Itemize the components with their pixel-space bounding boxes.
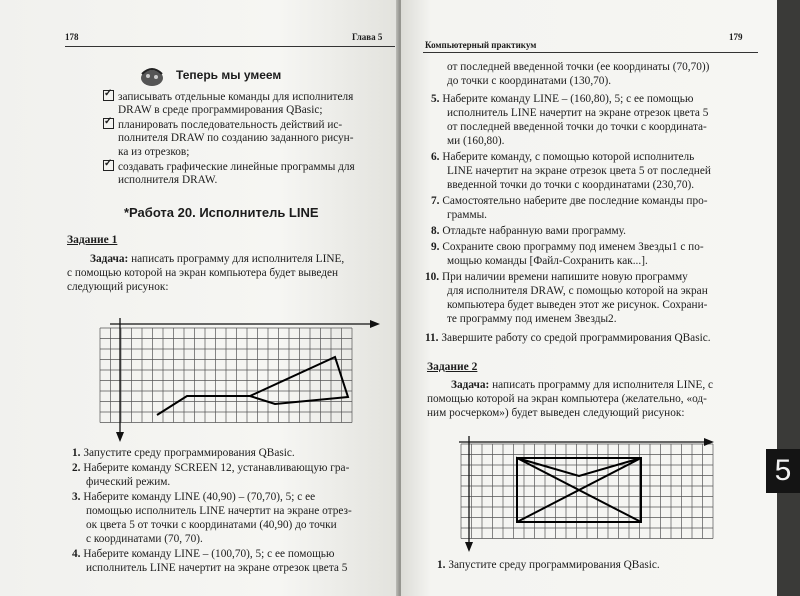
task1-text-cont: следующий рисунок: bbox=[67, 281, 169, 293]
task2-text-cont: ним росчерком») будет выведен следующий рисунок: bbox=[427, 407, 685, 419]
step-item: 1. Запустите среду программирования QBasic. bbox=[72, 447, 295, 459]
header-rule bbox=[65, 46, 395, 47]
step-item-cont: мощью команды [Файл-Сохранить как...]. bbox=[447, 255, 648, 267]
y-axis-arrow bbox=[465, 542, 473, 552]
step-item: 6. Наберите команду, с помощью которой исполнитель bbox=[431, 151, 695, 163]
computer-mouse-icon bbox=[138, 64, 166, 88]
step-item-cont: ок цвета 5 от точки с координатами (40,90) до точки bbox=[86, 519, 337, 531]
header-rule bbox=[423, 52, 758, 53]
chapter-header: Глава 5 bbox=[352, 32, 383, 42]
page-number-left: 178 bbox=[65, 32, 79, 42]
task1-text: Задача: написать программу для исполнителя LINE, bbox=[90, 253, 345, 265]
skill-item: ✓создавать графические линейные программы для bbox=[103, 159, 355, 174]
we-can-now-heading: Теперь мы умеем bbox=[176, 68, 282, 82]
skill-item: ✓записывать отдельные команды для исполнителя bbox=[103, 89, 353, 104]
step-item-cont: исполнитель LINE начертит на экране отрезок цвета 5 bbox=[447, 107, 709, 119]
step-item: 9. Сохраните свою программу под именем Звезды1 с по- bbox=[431, 241, 704, 253]
step-item: 3. Наберите команду LINE (40,90) – (70,70), 5; с ее bbox=[72, 491, 316, 503]
step-item: 8. Отладьте набранную вами программу. bbox=[431, 225, 626, 237]
chapter-tab: 5 bbox=[766, 449, 800, 493]
step-item: 7. Самостоятельно наберите две последние команды про- bbox=[431, 195, 708, 207]
step-item: 11. Завершите работу со средой программирования QBasic. bbox=[425, 332, 711, 344]
step-cont: до точки с координатами (130,70). bbox=[447, 75, 612, 87]
skill-item-cont: ка из отрезков; bbox=[118, 146, 190, 158]
step-item-cont: те программу под именем Звезды2. bbox=[447, 313, 617, 325]
task2-text-cont: помощью которой на экран компьютера (желательно, «од- bbox=[427, 393, 707, 405]
step-cont: от последней введенной точки (ее координаты (70,70)) bbox=[447, 61, 710, 73]
step-item-cont: фический режим. bbox=[86, 476, 171, 488]
step-item: 2. Наберите команду SCREEN 12, устанавливающую гра- bbox=[72, 462, 350, 474]
x-axis-arrow bbox=[370, 320, 380, 328]
step-item-cont: исполнитель LINE начертит на экране отрезок цвета 5 bbox=[86, 562, 348, 574]
right-page bbox=[401, 0, 777, 596]
task2-figure-grid bbox=[441, 426, 741, 556]
figure-star-line bbox=[157, 357, 348, 415]
page-number-right: 179 bbox=[729, 32, 743, 42]
book-edge bbox=[777, 0, 800, 596]
checkbox-icon bbox=[103, 160, 114, 171]
step-item: 4. Наберите команду LINE – (100,70), 5; с ее помощью bbox=[72, 548, 335, 560]
skill-item-cont: исполнителя DRAW. bbox=[118, 174, 218, 186]
checkbox-icon bbox=[103, 90, 114, 101]
task2-title: Задание 2 bbox=[427, 361, 478, 373]
task1-figure-grid bbox=[60, 312, 390, 442]
skill-item-cont: полнителя DRAW по созданию заданного рисун- bbox=[118, 132, 354, 144]
skill-item: ✓планировать последовательность действий ис- bbox=[103, 117, 342, 132]
step-item-cont: от последней введенной точки до точки с координата- bbox=[447, 121, 707, 133]
step-item: 1. Запустите среду программирования QBasic. bbox=[437, 559, 660, 571]
step-item-cont: компьютера будет выведен этот же рисунок. Сохрани- bbox=[447, 299, 708, 311]
step-item: 10. При наличии времени напишите новую программу bbox=[425, 271, 688, 283]
figure-envelope-line bbox=[517, 458, 641, 522]
left-page bbox=[0, 0, 399, 596]
work-title: *Работа 20. Исполнитель LINE bbox=[124, 205, 319, 220]
step-item-cont: LINE начертит на экране отрезок цвета 5 от последней bbox=[447, 165, 711, 177]
running-head: Компьютерный практикум bbox=[425, 40, 537, 50]
task2-text: Задача: написать программу для исполнителя LINE, с bbox=[451, 379, 714, 391]
step-item-cont: граммы. bbox=[447, 209, 488, 221]
step-item-cont: для исполнителя DRAW, с помощью которой на экран bbox=[447, 285, 708, 297]
x-axis-arrow bbox=[704, 438, 714, 446]
skill-item-cont: DRAW в среде программирования QBasic; bbox=[118, 104, 323, 116]
y-axis-arrow bbox=[116, 432, 124, 442]
task1-title: Задание 1 bbox=[67, 234, 118, 246]
step-item-cont: введенной точки до точки с координатами (230,70). bbox=[447, 179, 695, 191]
step-item-cont: помощью исполнитель LINE начертит на экране отрез- bbox=[86, 505, 352, 517]
step-item-cont: ми (160,80). bbox=[447, 135, 505, 147]
step-item: 5. Наберите команду LINE – (160,80), 5; с ее помощью bbox=[431, 93, 694, 105]
task1-text-cont: с помощью которой на экран компьютера будет выведен bbox=[67, 267, 339, 279]
checkbox-icon bbox=[103, 118, 114, 129]
step-item-cont: с координатами (70, 70). bbox=[86, 533, 203, 545]
